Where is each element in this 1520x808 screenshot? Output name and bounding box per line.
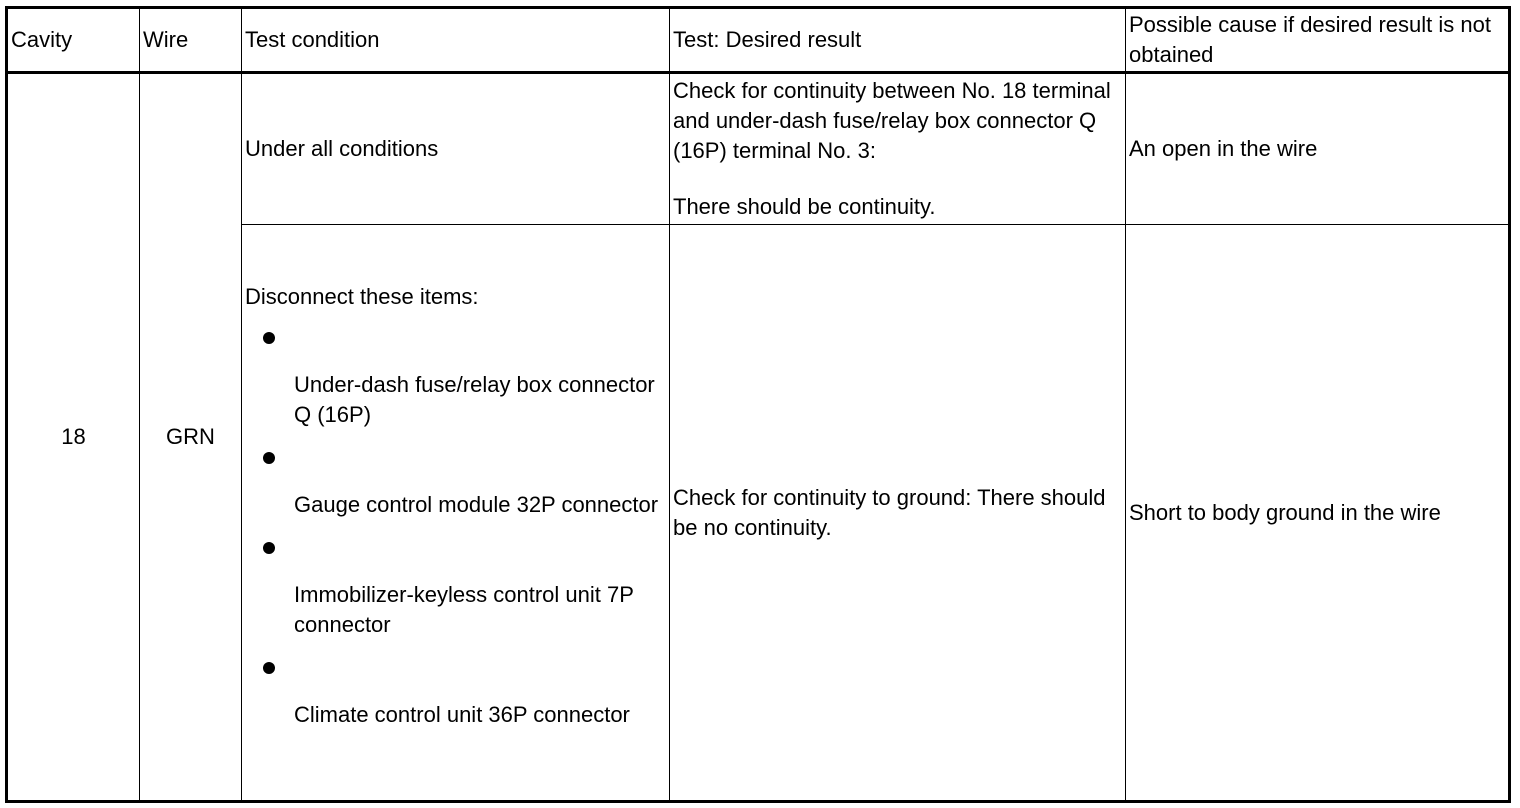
result-text: There should be continuity.	[673, 194, 936, 219]
result-cell	[670, 73, 1126, 225]
condition-cell	[242, 225, 670, 802]
header-desired-result: Test: Desired result	[670, 8, 1126, 73]
cavity-cell: 18	[7, 73, 140, 802]
cause-cell: An open in the wire	[1126, 73, 1510, 225]
wire-cell: GRN	[140, 73, 242, 802]
condition-cell: Under all conditions	[242, 73, 670, 225]
list-item	[245, 444, 666, 520]
list-item-label: Under-dash fuse/relay box connector Q (16P)	[294, 371, 655, 427]
bullet-icon	[263, 452, 275, 464]
bullet-icon	[263, 332, 275, 344]
disconnect-list	[245, 324, 666, 730]
header-test-condition: Test condition	[242, 8, 670, 73]
table-row	[7, 73, 1510, 225]
list-item-label: Immobilizer-keyless control unit 7P connector	[294, 581, 634, 637]
bullet-icon	[263, 542, 275, 554]
list-item	[245, 534, 666, 640]
list-item-label: Gauge control module 32P connector	[294, 491, 659, 517]
result-text: Check for continuity between No. 18 terminal and under-dash fuse/relay box connector Q (16P) terminal No. 3:	[673, 78, 1111, 163]
condition-intro: Disconnect these items:	[245, 283, 479, 309]
diagnostic-table-container	[5, 6, 1508, 803]
bullet-icon	[263, 662, 275, 674]
paragraph-gap	[673, 166, 1122, 192]
diagnostic-table	[5, 6, 1511, 803]
header-wire: Wire	[140, 8, 242, 73]
result-cell: Check for continuity to ground: There should be no continuity.	[670, 225, 1126, 802]
header-cavity: Cavity	[7, 8, 140, 73]
list-item	[245, 654, 666, 730]
list-item	[245, 324, 666, 430]
list-item-label: Climate control unit 36P connector	[294, 701, 630, 727]
header-possible-cause: Possible cause if desired result is not obtained	[1126, 8, 1510, 73]
cause-cell: Short to body ground in the wire	[1126, 225, 1510, 802]
table-header-row	[7, 8, 1510, 73]
